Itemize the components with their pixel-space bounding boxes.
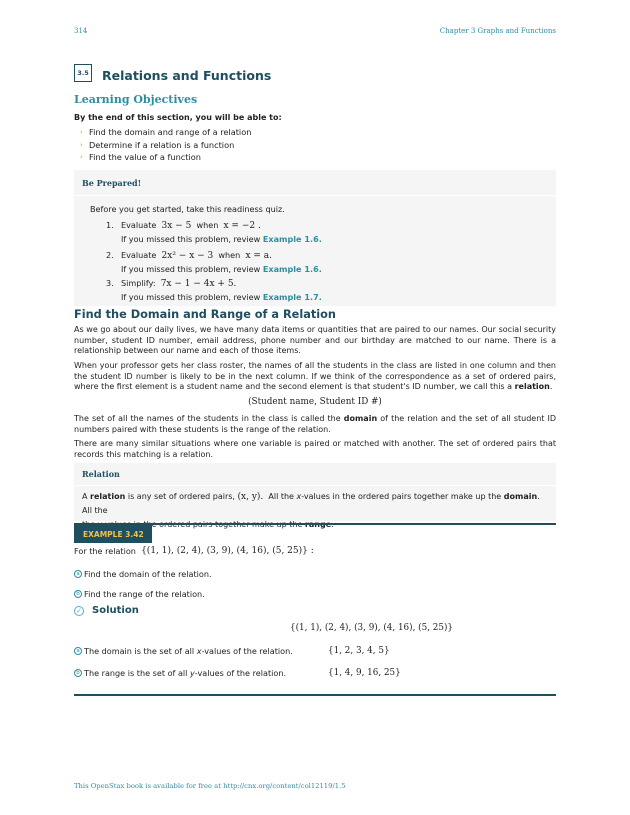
quiz-item: 1. Evaluate 3x − 5 when x = −2 . If you missed this problem, review Example 1.6. bbox=[106, 220, 322, 244]
example-part-b: b Find the range of the relation. bbox=[74, 589, 205, 599]
paragraph: As we go about our daily lives, we have many data items or quantities that are paired to our names. Our social security number, student ID number, email address, phone number and our birthday are matched to our name. There is a relationship between our name and each of those items. bbox=[74, 325, 556, 355]
bullet-icon: › bbox=[80, 140, 83, 149]
section-title: Relations and Functions bbox=[102, 68, 272, 83]
learning-objectives-list bbox=[80, 126, 251, 164]
ordered-pair-example: (Student name, Student ID #) bbox=[248, 397, 382, 407]
part-b-marker-icon: b bbox=[74, 590, 82, 598]
definition-box bbox=[74, 463, 556, 521]
bullet-icon: › bbox=[80, 153, 83, 162]
check-circle-icon: ✓ bbox=[74, 606, 84, 616]
example-prompt: For the relation {(1, 1), (2, 4), (3, 9), (4, 16), (5, 25)} : bbox=[74, 546, 314, 556]
running-head bbox=[74, 27, 556, 35]
list-item: › Determine if a relation is a function bbox=[80, 139, 235, 150]
quiz-item: 3. Simplify: 7x − 1 − 4x + 5. If you missed this problem, review Example 1.7. bbox=[106, 278, 322, 302]
part-b-marker-icon: b bbox=[74, 669, 82, 677]
solution-heading bbox=[74, 605, 139, 616]
example-link[interactable]: Example 1.7. bbox=[262, 291, 322, 302]
example-link[interactable]: Example 1.6. bbox=[262, 263, 322, 274]
paragraph: The set of all the names of the students in the class is called the domain of the relation and the set of all student ID numbers paired with these students is the range of the relation. bbox=[74, 414, 557, 434]
definition-text: A relation is any set of ordered pairs, (x, y). All the x-values in the ordered pairs together make up the domain. All the bbox=[82, 492, 540, 515]
learning-objectives-title: Learning Objectives bbox=[74, 93, 198, 106]
domain-answer: {1, 2, 3, 4, 5} bbox=[328, 646, 390, 656]
example-part-a: a Find the domain of the relation. bbox=[74, 569, 212, 579]
solution-set: {(1, 1), (2, 4), (3, 9), (4, 16), (5, 25)} bbox=[290, 623, 454, 633]
bullet-icon: › bbox=[80, 128, 83, 137]
quiz-item: 2. Evaluate 2x² − x − 3 when x = a. If you missed this problem, review Example 1.6. bbox=[106, 250, 322, 274]
footer-note: This OpenStax book is available for free at http://cnx.org/content/col12119/1.5 bbox=[74, 782, 346, 790]
example-label: EXAMPLE 3.42 bbox=[74, 525, 152, 543]
part-a-marker-icon: a bbox=[74, 647, 82, 655]
answer-b: b The range is the set of all y -values of the relation. {1, 4, 9, 16, 25} bbox=[74, 668, 556, 678]
learning-objectives-intro: By the end of this section, you will be able to: bbox=[74, 113, 282, 122]
list-item: › Find the domain and range of a relation bbox=[80, 127, 252, 138]
section-heading bbox=[74, 64, 271, 82]
be-prepared-box bbox=[74, 170, 556, 306]
subsection-heading: Find the Domain and Range of a Relation bbox=[74, 308, 336, 321]
answer-a: a The domain is the set of all x -values of the relation. {1, 2, 3, 4, 5} bbox=[74, 646, 556, 656]
paragraph: There are many similar situations where one variable is paired or matched with another. The set of ordered pairs that records this matching is a relation. bbox=[74, 439, 556, 459]
example-bottom-rule bbox=[74, 694, 556, 696]
section-number-box: 3.5 bbox=[74, 64, 92, 82]
definition-title: Relation bbox=[74, 463, 556, 486]
solution-label: Solution bbox=[92, 605, 139, 616]
chapter-title: Chapter 3 Graphs and Functions bbox=[439, 27, 556, 35]
be-prepared-intro: Before you get started, take this readiness quiz. bbox=[90, 204, 285, 214]
range-answer: {1, 4, 9, 16, 25} bbox=[328, 668, 401, 678]
paragraph: When your professor gets her class roster, the names of all the students in the class are listed in one column and then the student ID number is likely to be in the next column. If we think of the correspondence as a set of ordered pairs, where the first element is a student name and the second element is that student's ID number, we call this a relation. bbox=[74, 361, 556, 391]
be-prepared-title: Be Prepared! bbox=[74, 170, 556, 196]
list-item: › Find the value of a function bbox=[80, 152, 201, 163]
example-link[interactable]: Example 1.6. bbox=[262, 233, 322, 244]
page-number: 314 bbox=[74, 27, 88, 35]
part-a-marker-icon: a bbox=[74, 570, 82, 578]
